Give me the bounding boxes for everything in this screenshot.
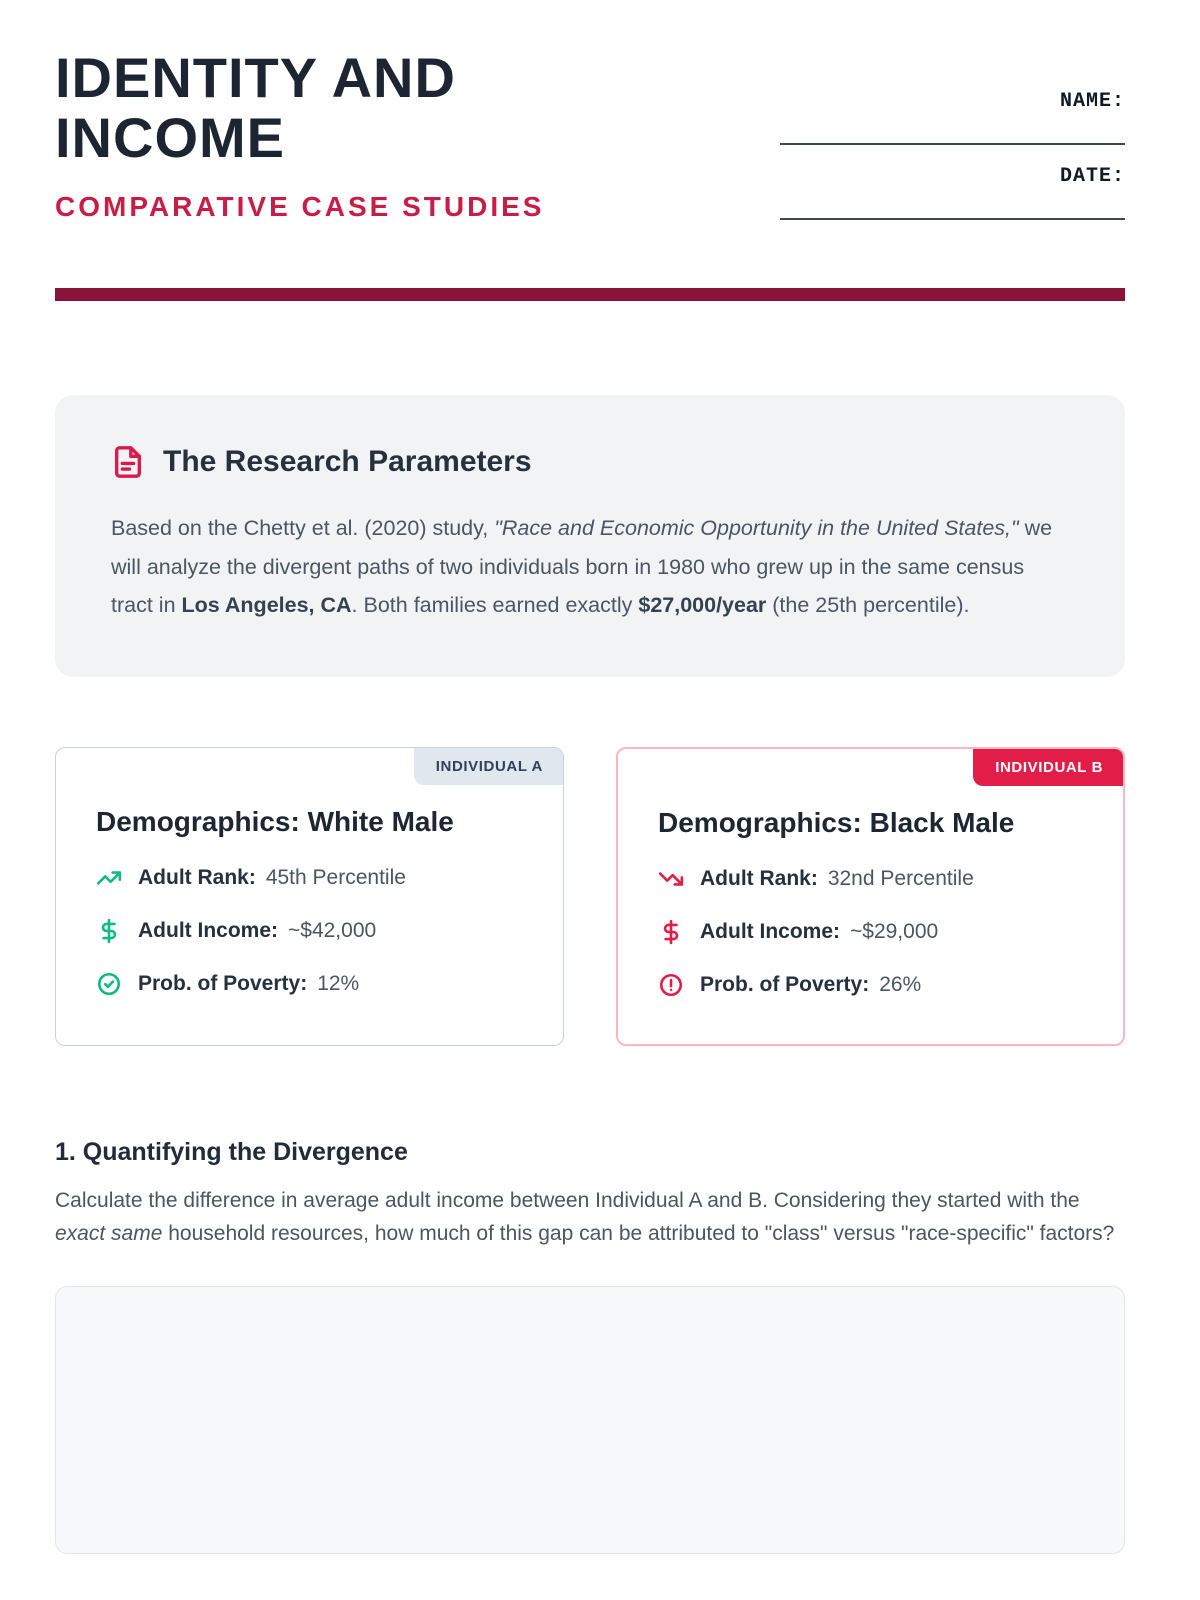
trending-down-icon (658, 866, 684, 892)
date-line[interactable] (780, 218, 1125, 220)
stat-row-adult-rank-a (96, 865, 523, 891)
research-text: we will analyze the divergent paths of two individuals born in 1980 who grew up in the same census tract in (111, 516, 1053, 618)
stat-label: Prob. of Poverty: (138, 972, 308, 996)
stat-label: Adult Income: (700, 920, 840, 944)
page-title-line2: INCOME (55, 106, 285, 170)
question-1-heading: 1. Quantifying the Divergence (55, 1138, 408, 1167)
research-heading-row (111, 445, 1069, 479)
research-text: (the 25th percentile). (766, 593, 970, 618)
date-label: DATE: (1059, 165, 1125, 188)
stat-label: Adult Income: (138, 919, 278, 943)
name-line[interactable] (780, 143, 1125, 145)
document-icon (111, 445, 145, 479)
stat-value: ~$42,000 (288, 919, 377, 943)
stat-value: 45th Percentile (265, 866, 406, 890)
stat-row-adult-income-b (658, 919, 1083, 945)
stat-value: 12% (317, 972, 360, 996)
question-emphasis: exact same (55, 1221, 163, 1245)
research-study-title: "Race and Economic Opportunity in the United States," (494, 516, 1025, 540)
research-location: Los Angeles, CA (181, 593, 352, 618)
dollar-icon (658, 919, 684, 945)
individual-a-badge: INDIVIDUAL A (414, 748, 563, 785)
stat-label: Prob. of Poverty: (700, 973, 870, 997)
check-circle-icon (96, 971, 122, 997)
dollar-icon (96, 918, 122, 944)
stat-row-adult-income-a (96, 918, 523, 944)
question-text: household resources, how much of this gap can be attributed to "class" versus "race-specific" factors? (162, 1221, 1115, 1245)
question-1-section (55, 1138, 1125, 1554)
individual-a-card (55, 747, 564, 1046)
name-date-block (780, 90, 1125, 240)
stat-row-poverty-b (658, 972, 1083, 998)
stat-row-adult-rank-b (658, 866, 1083, 892)
header-titles (55, 48, 544, 223)
page-subtitle: COMPARATIVE CASE STUDIES (55, 190, 545, 222)
answer-box[interactable] (55, 1286, 1125, 1554)
stat-label: Adult Rank: (700, 867, 818, 891)
header (55, 48, 1125, 240)
individual-cards-row (55, 747, 1125, 1046)
trending-up-icon (96, 865, 122, 891)
alert-circle-icon (658, 972, 684, 998)
stat-value: ~$29,000 (850, 920, 939, 944)
individual-b-badge: INDIVIDUAL B (973, 749, 1123, 786)
page-title (55, 48, 544, 169)
question-1-paragraph (55, 1185, 1125, 1250)
stat-value: 32nd Percentile (827, 867, 974, 891)
individual-b-heading: Demographics: Black Male (658, 807, 1015, 839)
stat-label: Adult Rank: (138, 866, 256, 890)
name-label: NAME: (1059, 90, 1125, 113)
research-paragraph (111, 509, 1069, 625)
header-divider (55, 288, 1125, 301)
research-text: . Both families earned exactly (351, 593, 639, 618)
individual-b-card (616, 747, 1125, 1046)
research-text: Based on the Chetty et al. (2020) study, (111, 516, 495, 540)
research-parameters-card (55, 395, 1125, 677)
individual-a-heading: Demographics: White Male (96, 806, 454, 838)
stat-value: 26% (879, 973, 922, 997)
research-heading: The Research Parameters (163, 445, 532, 478)
page-title-line1: IDENTITY AND (55, 46, 456, 109)
question-text: Calculate the difference in average adult income between Individual A and B. Considering they started with the (55, 1189, 1080, 1213)
stat-row-poverty-a (96, 971, 523, 997)
research-income: $27,000/year (638, 593, 767, 618)
